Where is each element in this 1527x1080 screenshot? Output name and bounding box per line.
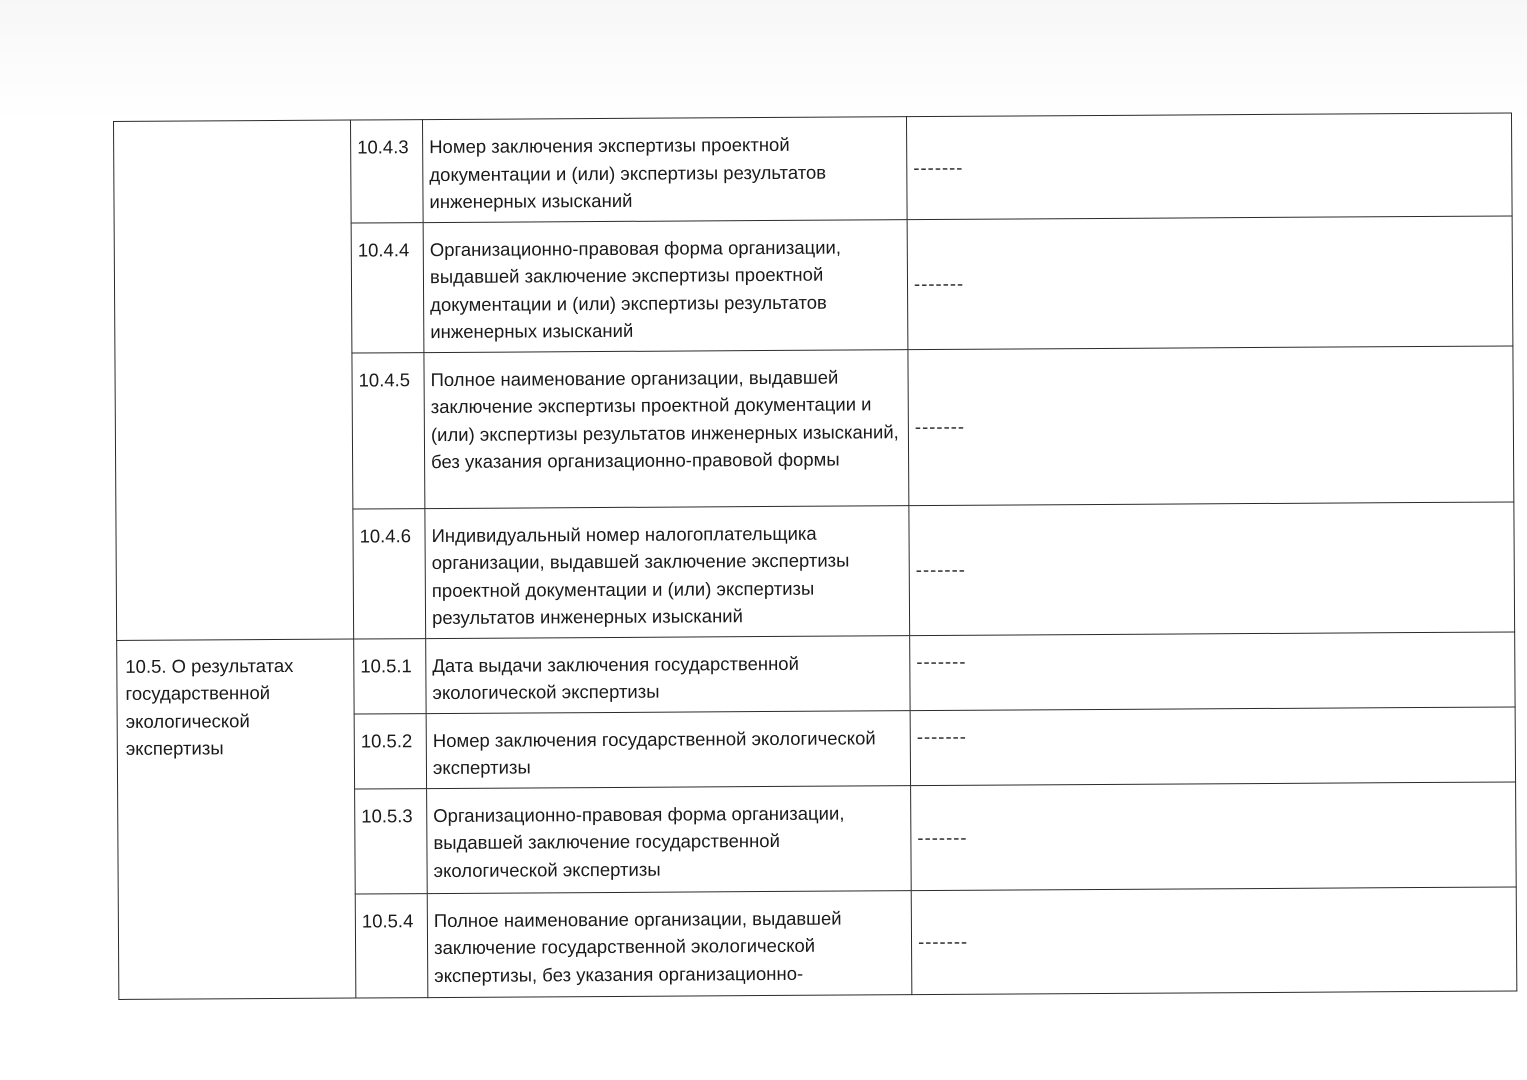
row-description: Индивидуальный номер налогоплательщика организации, выдавшей заключение экспертизы проектной документации и (или) экспертизы результатов инженерных изысканий: [431, 522, 850, 629]
code-cell: [355, 893, 428, 997]
description-cell: [423, 219, 908, 352]
value-cell: [911, 781, 1517, 890]
table-row: [117, 631, 1515, 715]
code-cell: [353, 508, 426, 638]
value-cell: [910, 706, 1515, 785]
row-code: 10.4.5: [358, 368, 411, 391]
description-cell: [427, 785, 912, 893]
row-value: -------: [914, 416, 966, 438]
row-description: Дата выдачи заключения государственной экологической экспертизы: [432, 652, 799, 704]
row-value: -------: [917, 826, 968, 848]
row-description: Номер заключения экспертизы проектной документации и (или) экспертизы результатов инженерных изысканий: [429, 133, 827, 213]
value-cell: [907, 215, 1513, 349]
row-code: 10.4.6: [359, 524, 412, 547]
row-description: Номер заключения государственной экологической экспертизы: [432, 726, 876, 779]
description-cell: [425, 505, 910, 638]
description-cell: [427, 890, 912, 997]
row-value: -------: [916, 650, 967, 672]
code-cell: [350, 120, 423, 223]
row-code: 10.4.4: [357, 238, 410, 261]
description-cell: [422, 117, 907, 222]
row-code: 10.5.2: [360, 729, 413, 751]
table-row: [114, 113, 1513, 224]
row-value: -------: [913, 273, 965, 295]
value-cell: [909, 501, 1515, 635]
data-table: [113, 112, 1517, 999]
value-cell: [908, 345, 1514, 505]
description-cell: [426, 635, 910, 713]
code-cell: [351, 222, 424, 352]
code-cell: [352, 352, 425, 508]
value-cell: [906, 113, 1512, 219]
code-cell: [355, 788, 428, 893]
row-description: Полное наименование организации, выдавшей заключение экспертизы проектной документации и (или) экспертизы результатов инженерных изысканий, без указания организационно-правовой формы: [430, 366, 899, 473]
section-cell-10-5: [117, 639, 356, 999]
description-cell: [424, 349, 909, 508]
row-description: Организационно-правовая форма организации, выдавшей заключение государственной экологической экспертизы: [433, 802, 845, 881]
value-cell: [911, 886, 1517, 994]
row-code: 10.5.3: [361, 804, 413, 826]
row-value: -------: [916, 725, 967, 747]
row-description: Организационно-правовая форма организации, выдавшей заключение экспертизы проектной документации и (или) экспертизы результатов инженерных изысканий: [429, 236, 842, 343]
section-cell-10-4: [114, 120, 354, 640]
row-code: 10.5.1: [360, 654, 412, 676]
row-description: Полное наименование организации, выдавшей заключение государственной экологической экспертизы, без указания организационно-: [433, 907, 842, 986]
code-cell: [354, 713, 426, 788]
row-value: -------: [915, 559, 966, 581]
row-value: -------: [913, 156, 964, 179]
value-cell: [910, 631, 1515, 710]
section-title: [114, 121, 350, 134]
row-value: -------: [917, 931, 969, 953]
code-cell: [354, 638, 426, 713]
row-code: 10.5.4: [361, 909, 414, 931]
row-code: 10.4.3: [357, 136, 409, 158]
description-cell: [426, 710, 910, 788]
section-title: 10.5. О результатах государственной экологической экспертизы: [125, 654, 294, 759]
